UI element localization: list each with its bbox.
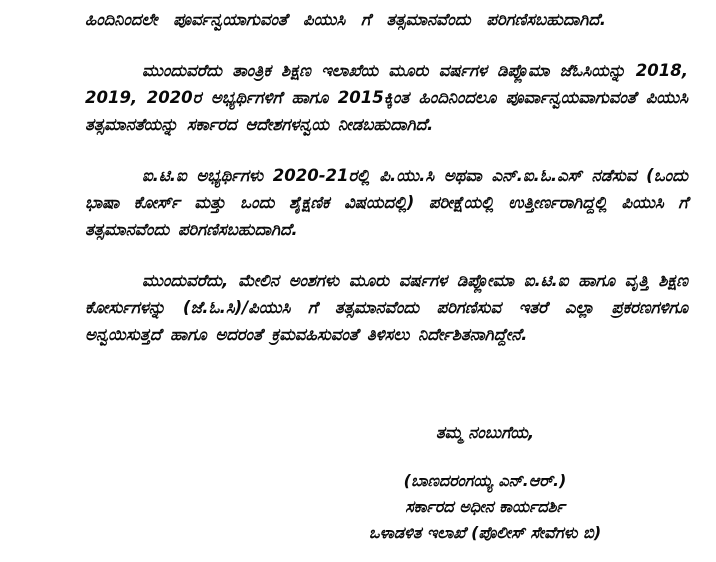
signatory-title: ಸರ್ಕಾರದ ಅಧೀನ ಕಾರ್ಯದರ್ಶಿ <box>405 497 565 516</box>
closing-salutation: ತಮ್ಮ ನಂಬುಗೆಯ, <box>435 423 535 442</box>
paragraph-3: ಐ.ಟಿ.ಐ ಅಭ್ಯರ್ಥಿಗಳು 2020-21ರಲ್ಲಿ ಪಿ.ಯು.ಸಿ ಅಥವಾ ಎನ್.ಐ.ಓ.ಎಸ್ ನಡೆಸುವ (ಒಂದು ಭಾಷಾ ಕೋರ್ಸ್ ಮತ್ತು ಒಂದು ಶೈಕ್ಷಣಿಕ ವಿಷಯದಲ್ಲಿ) ಪರೀಕ್ಷೆಯಲ್ಲಿ ಉತ್ತೀರ್ಣರಾಗಿದ್ದಲ್ಲಿ ಪಿಯುಸಿ ಗೆ ತತ್ಸಮಾನವೆಂದು ಪರಿಗಣಿಸಬಹುದಾಗಿದೆ. <box>85 166 688 239</box>
paragraph-1: ಹಿಂದಿನಿಂದಲೇ ಪೂರ್ವನ್ವಯಾಗುವಂತೆ ಪಿಯುಸಿ ಗೆ ತತ್ಸಮಾನವೆಂದು ಪರಿಗಣಿಸಬಹುದಾಗಿದೆ. <box>85 10 606 29</box>
signatory-name: (ಬಾಣದರಂಗಯ್ಯ ಎನ್.ಆರ್.) <box>403 471 567 490</box>
paragraph-2: ಮುಂದುವರೆದು ತಾಂತ್ರಿಕ ಶಿಕ್ಷಣ ಇಲಾಖೆಯ ಮೂರು ವರ್ಷಗಳ ಡಿಪ್ಲೊಮಾ ಜೆಓಸಿಯನ್ನು 2018, 2019, 2020ರ ಅಭ್ಯರ್ಥಿಗಳಿಗೆ ಹಾಗೂ 2015ಕ್ಕಿಂತ ಹಿಂದಿನಿಂದಲೂ ಪೂರ್ವಾನ್ವಯವಾಗುವಂತೆ ಪಿಯುಸಿ ತತ್ಸಮಾನತೆಯನ್ನು ಸರ್ಕಾರದ ಆದೇಶಗಳನ್ವಯ ನೀಡಬಹುದಾಗಿದೆ. <box>85 61 688 134</box>
paragraph-4: ಮುಂದುವರೆದು, ಮೇಲಿನ ಅಂಶಗಳು ಮೂರು ವರ್ಷಗಳ ಡಿಪ್ಲೋಮಾ ಐ.ಟಿ.ಐ ಹಾಗೂ ವೃತ್ತಿ ಶಿಕ್ಷಣ ಕೋರ್ಸುಗಳನ್ನು (ಜೆ.ಓ.ಸಿ)/ಪಿಯುಸಿ ಗೆ ತತ್ಸಮಾನವೆಂದು ಪರಿಗಣಿಸುವ ಇತರೆ ಎಲ್ಲಾ ಪ್ರಕರಣಗಳಿಗೂ ಅನ್ವಯಿಸುತ್ತದೆ ಹಾಗೂ ಅದರಂತೆ ಕ್ರಮವಹಿಸುವಂತೆ ತಿಳಿಸಲು ನಿರ್ದೇಶಿತನಾಗಿದ್ದೇನೆ. <box>85 271 688 344</box>
letter-body <box>85 6 688 348</box>
signature-block <box>300 420 670 546</box>
signatory-department: ಒಳಾಡಳಿತ ಇಲಾಖೆ (ಪೊಲೀಸ್ ಸೇವೆಗಳು ಬಿ) <box>368 523 602 542</box>
